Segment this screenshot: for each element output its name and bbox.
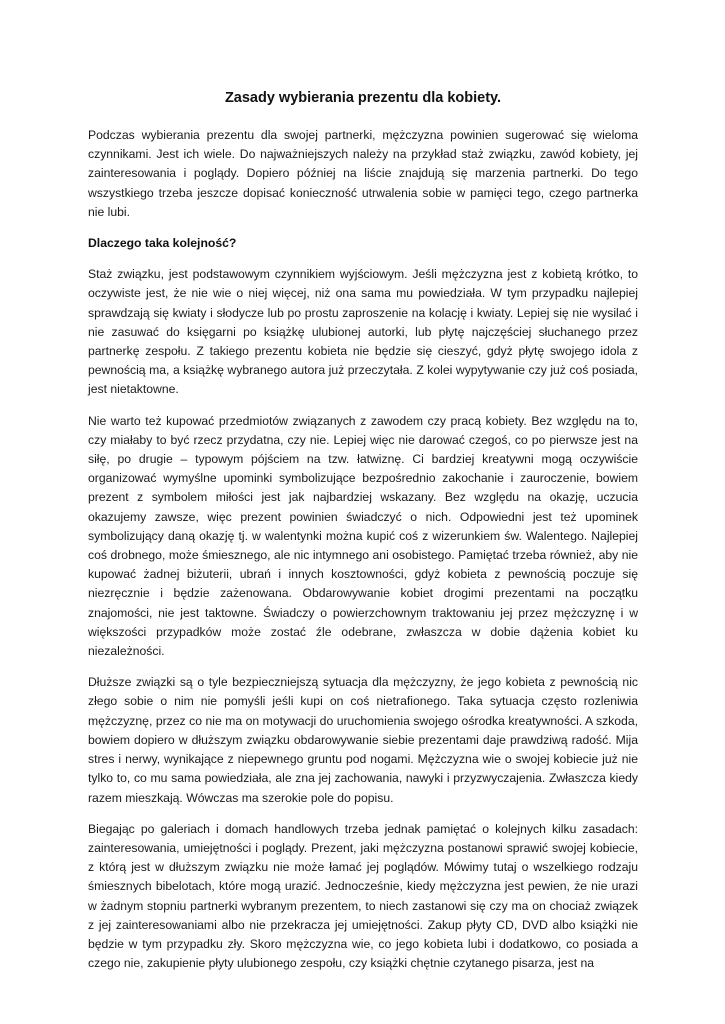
document-title: Zasady wybierania prezentu dla kobiety. [224, 90, 502, 106]
paragraph-shopping-rules: Biegając po galeriach i domach handlowych trzeba jednak pamiętać o kolejnych kilku zasadach: zainteresowania, umiejętności i poglądy. Prezent, jaki mężczyzna postanowi sprawić swojej kobiecie, z którą jest w dłuższym związku nie może łamać jej poglądów. Mówimy tutaj o wszelkiego rodzaju śmiesznych bibelotach, które mogą urazić. Jednocześnie, kiedy mężczyzna jest pewien, że nie urazi w żadnym stopniu partnerki wybranym prezentem, to niech zastanowi się czy ma on chociaż związek z jej zainteresowaniami albo nie przekracza jej umiejętności. Zakup płyty CD, DVD albo książki nie będzie w tym przypadku zły. Skoro mężczyzna wie, co jego kobieta lubi i dodatkowo, co posiada a czego nie, zakupienie płyty ulubionego zespołu, czy książki chętnie czytanego pisarza, jest na [88, 821, 638, 971]
paragraph-profession: Nie warto też kupować przedmiotów związanych z zawodem czy pracą kobiety. Bez względu na to, czy miałaby to być rzecz przydatna, czy nie. Lepiej więc nie darować czegoś, co po pierwsze jest na siłę, po drugie – typowym pójściem na tzw. łatwiznę. Ci bardziej kreatywni mogą oczywiście organizować wymyślne upominki symbolizujące bezpośrednio zakochanie i zauroczenie, bowiem prezent z symbolem miłości jest jak najbardziej wskazany. Bez względu na okazję, uczucia okazujemy zawsze, więc prezent powinien świadczyć o nich. Odpowiedni jest też upominek symbolizujący daną okazję tj. w walentynki można kupić coś z wizerunkiem św. Walentego. Najlepiej coś drobnego, może śmiesznego, ale nic intymnego ani osobistego. Pamiętać trzeba również, aby nie kupować żadnej biżuterii, ubrań i innych kosztowności, gdyż kobieta z pewnością poczuje się niezręcznie i będzie zażenowana. Obdarowywanie kobiet drogimi prezentami na początku znajomości, nie jest taktowne. Świadczy o powierzchownym traktowaniu jej przez mężczyznę i w większości przypadków może zostać źle odebrane, zwłaszcza w dobie dążenia kobiet ku niezależności. [88, 413, 638, 659]
section-heading: Dlaczego taka kolejność? [88, 236, 237, 251]
paragraph-intro: Podczas wybierania prezentu dla swojej partnerki, mężczyzna powinien sugerować się wieloma czynnikami. Jest ich wiele. Do najważniejszych należy na przykład staż związku, zawód kobiety, jej zainteresowania i poglądy. Dopiero później na liście znajdują się marzenia partnerki. Do tego wszystkiego trzeba jeszcze dopisać konieczność utrwalenia sobie w pamięci tego, czego partnerka nie lubi. [88, 128, 638, 219]
paragraph-longer-relationships: Dłuższe związki są o tyle bezpieczniejszą sytuacja dla mężczyzny, że jego kobieta z pewnością nic złego sobie o nim nie pomyśli jeśli kupi on coś nietrafionego. Taka sytuacja często rozleniwia mężczyznę, przez co nie ma on motywacji do uruchomienia swojego ośrodka kreatywności. A szkoda, bowiem dopiero w dłuższym związku obdarowywanie siebie prezentami daje prawdziwą radość. Mija stres i nerwy, wynikające z niepewnego gruntu pod nogami. Mężczyzna wie o swojej kobiecie już nie tylko to, co mu sama powiedziała, ale zna jej zachowania, nawyki i przyzwyczajenia. Zwłaszcza kiedy razem mieszkają. Wówczas ma szerokie pole do popisu. [88, 675, 638, 805]
paragraph-relationship-length: Staż związku, jest podstawowym czynnikiem wyjściowym. Jeśli mężczyzna jest z kobietą krótko, to oczywiste jest, że nie wie o niej więcej, niż ona sama mu powiedziała. W tym przypadku najlepiej sprawdzają się kwiaty i słodycze lub po prostu zaproszenie na kolację i kwiaty. Lepiej się nie wysilać i nie zasuwać do księgarni po książkę ulubionej autorki, lub płytę najczęściej słuchanego przez partnerkę zespołu. Z takiego prezentu kobieta nie będzie się cieszyć, gdyż płytę swojego idola z pewnością ma, a książkę wybranego autora już przeczytała. Z kolei wypytywanie czy już coś posiada, jest nietaktowne. [88, 267, 638, 397]
